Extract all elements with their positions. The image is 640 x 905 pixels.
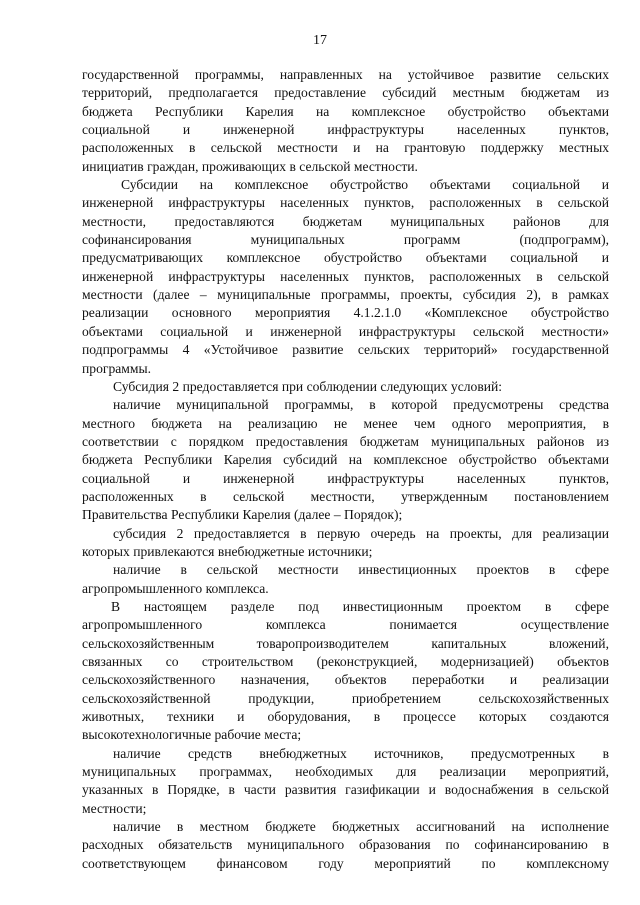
text-line: инженерной инфраструктуры населенных пунктов, расположенных в сельской — [82, 195, 609, 211]
text-line: местности (далее – муниципальные программы, проекты, субсидия 2), в рамках — [82, 287, 609, 303]
text-line: наличие в сельской местности инвестиционных проектов в сфере — [113, 562, 609, 578]
text-line: софинансирования муниципальных программ (подпрограмм), — [82, 232, 609, 248]
text-line: государственной программы, направленных на устойчивое развитие сельских — [82, 67, 609, 82]
page-number: 17 — [313, 33, 327, 48]
text-line: бюджета Республики Карелия субсидий на комплексное обустройство объектами — [82, 452, 609, 468]
text-line: указанных в Порядке, в части развития газификации и водоснабжения в сельской — [82, 782, 609, 798]
text-line: соответствии с порядком предоставления бюджетам муниципальных районов из — [82, 433, 609, 449]
text-line: муниципальных программах, необходимых для реализации мероприятий, — [82, 764, 609, 780]
text-line: расходных обязательств муниципального образования по софинансированию в — [82, 837, 609, 853]
text-line: сельскохозяйственного назначения, объектов переработки и реализации — [82, 672, 609, 688]
text-line: сельскохозяйственной продукции, приобретением сельскохозяйственных — [82, 690, 609, 706]
text-line: расположенных в сельской местности, утвержденным постановлением — [82, 488, 609, 504]
text-line: субсидия 2 предоставляется в первую очередь на проекты, для реализации — [113, 525, 609, 541]
text-line: бюджета Республики Карелия на комплексное обустройство объектами — [82, 103, 609, 119]
text-line: объектами социальной и инженерной инфраструктуры сельской местности» — [82, 323, 609, 339]
paragraph — [82, 396, 609, 524]
text-line: социальной и инженерной инфраструктуры населенных пунктов, — [82, 122, 609, 138]
paragraph — [82, 525, 609, 562]
text-line: наличие муниципальной программы, в которой предусмотрены средства — [113, 397, 609, 413]
document-body — [82, 66, 609, 873]
paragraph — [82, 818, 609, 873]
text-line: агропромышленного комплекса понимается осуществление — [82, 617, 609, 633]
paragraph — [82, 745, 609, 818]
paragraph — [82, 561, 609, 598]
text-line: инициатив граждан, проживающих в сельской местности. — [82, 158, 418, 174]
text-line: социальной и инженерной инфраструктуры населенных пунктов, — [82, 470, 609, 486]
text-line: расположенных в сельской местности и на грантовую поддержку местных — [82, 140, 609, 156]
text-line: Субсидия 2 предоставляется при соблюдении следующих условий: — [113, 378, 503, 394]
text-line: местного бюджета на реализацию не менее чем одного мероприятия, в — [82, 415, 609, 431]
text-line: В настоящем разделе под инвестиционным проектом в сфере — [111, 598, 609, 614]
text-line: соответствующем финансовом году мероприятий по комплексному — [82, 855, 609, 871]
text-line: которых привлекаются внебюджетные источники; — [82, 543, 373, 559]
text-line: инженерной инфраструктуры населенных пунктов, расположенных в сельской — [82, 268, 609, 284]
text-line: сельскохозяйственным товаропроизводителем капитальных вложений, — [82, 635, 609, 651]
text-line: Правительства Республики Карелия (далее – Порядок); — [82, 507, 403, 523]
text-line: наличие средств внебюджетных источников, предусмотренных в — [113, 745, 609, 761]
text-line: подпрограммы 4 «Устойчивое развитие сельских территорий» государственной — [82, 342, 609, 358]
paragraph — [82, 66, 609, 176]
text-line: реализации основного мероприятия 4.1.2.1.0 «Комплексное обустройство — [82, 305, 609, 321]
text-line: местности, предоставляются бюджетам муниципальных районов для — [82, 213, 609, 229]
paragraph — [82, 176, 609, 378]
text-line: высокотехнологичные рабочие места; — [82, 727, 302, 743]
paragraph — [82, 378, 609, 396]
text-line: территорий, предполагается предоставление субсидий местным бюджетам из — [82, 85, 609, 101]
text-line: предусматривающих комплексное обустройство объектами социальной и — [82, 250, 609, 266]
paragraph — [82, 598, 609, 745]
text-line: Субсидии на комплексное обустройство объектами социальной и — [121, 177, 609, 193]
text-line: связанных со строительством (реконструкцией, модернизацией) объектов — [82, 654, 609, 669]
text-line: агропромышленного комплекса. — [82, 580, 269, 596]
text-line: местности; — [82, 800, 147, 816]
text-line: животных, техники и оборудования, в процессе которых создаются — [82, 709, 609, 725]
text-line: наличие в местном бюджете бюджетных ассигнований на исполнение — [113, 819, 609, 835]
text-line: программы. — [82, 360, 152, 376]
